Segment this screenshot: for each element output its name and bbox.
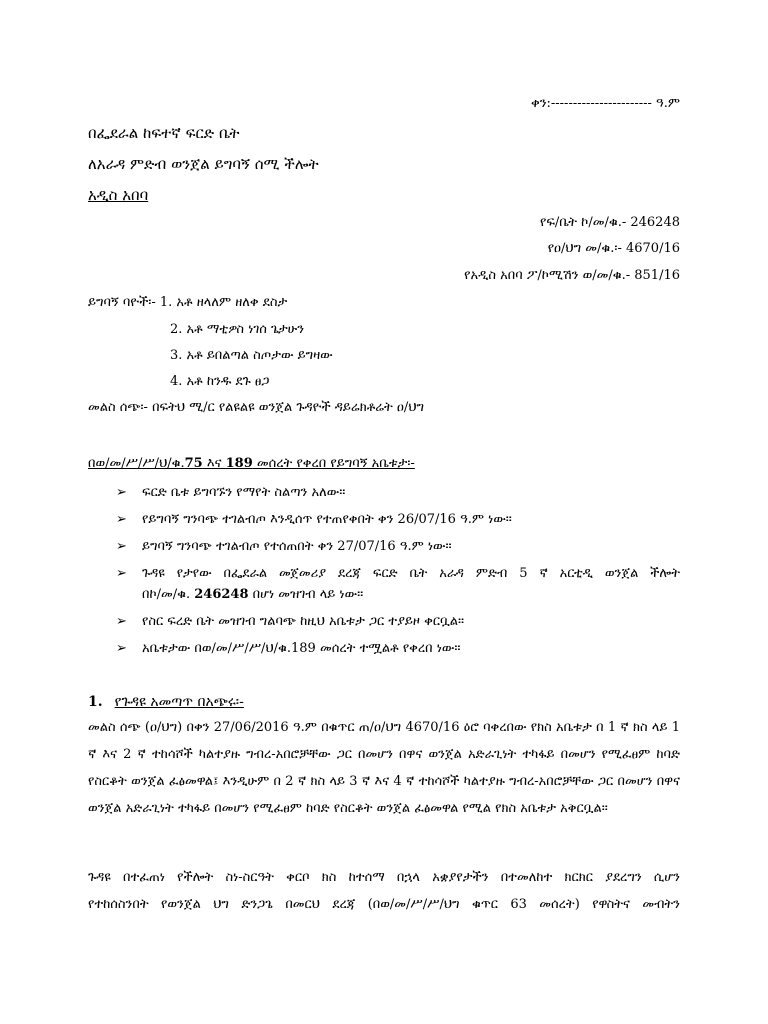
paragraph-2 <box>88 864 680 918</box>
appeal-heading-article-2: 189 <box>225 456 253 471</box>
appeal-heading <box>88 456 415 471</box>
bullet-text: ይግባኝ ግንባጭ ተገልብጦ የተሰጠበት ቀን 27/07/16 ዓ.ም ነው። <box>142 539 452 554</box>
case-number: 246248 <box>194 587 249 602</box>
court-city: አዲስ አበባ <box>88 186 149 204</box>
list-item <box>116 563 680 605</box>
section-title: የጉዳዩ አመጣጥ በአጭሩ፡- <box>114 694 244 710</box>
police-file-number: የአዲስ አበባ ፖ/ኮሚሽን ወ/መ/ቁ.- 851/16 <box>464 268 680 283</box>
appellant-2: 2. አቶ ማቲዎስ ነገሰ ጌታሁን <box>170 322 305 337</box>
bullet-list <box>116 482 680 665</box>
appellant-1: ይግባኝ ባዮች፡- 1. አቶ ዘላለም ዘለቀ ደስታ <box>88 295 288 310</box>
arrow-bullet-icon: ➢ <box>116 512 127 527</box>
appeal-heading-post: መሰረት የቀረበ የይግባኝ አቤቱታ፡- <box>252 456 415 471</box>
bullet-text: ፍርድ ቤቱ ይግባኙን የማየት ስልጣን አለው። <box>142 485 346 500</box>
appeal-heading-pre: በወ/መ/ሥ/ሥ/ህ/ቁ. <box>88 456 185 471</box>
paragraph-2-line-2: የተከሰስንበት የወንጀል ህግ ድንጋጌ በመርህ ደረጃ (በወ/መ/ሥ/ሥ/ህግ ቁጥር 63 መሰረት) የዋስትና መብትን <box>88 897 680 912</box>
court-file-number: የፍ/ቤት ኮ/መ/ቁ.- 246248 <box>539 215 680 230</box>
appeal-heading-mid: እና <box>202 456 226 471</box>
arrow-bullet-icon: ➢ <box>116 641 127 656</box>
prosecutor-file-number: የዐ/ህግ መ/ቁ.፡- 4670/16 <box>547 241 680 256</box>
bullet-text-continued <box>142 584 680 605</box>
paragraph-2-line-1: ጉዳዩ በተፈጠነ የችሎት ስነ-ስርዓት ቀርቦ ክስ ከተሰማ በኋላ አቋያየታችን በተመለከተ ክርክር ያደረግን ሲሆን <box>88 870 680 885</box>
list-item <box>116 536 680 557</box>
bullet-text: የይግባኝ ግንባጭ ተገልብጦ እንዲሰጥ የተጠየቀበት ቀን 26/07/16 ዓ.ም ነው። <box>142 512 512 527</box>
appeal-heading-article-1: 75 <box>184 456 203 471</box>
list-item <box>116 509 680 530</box>
appellant-4: 4. አቶ ከንዱ ደጉ ፀጋ <box>170 374 270 389</box>
arrow-bullet-icon: ➢ <box>116 614 127 629</box>
court-bench: ለአራዳ ምድብ ወንጀል ይግባኝ ሰሚ ችሎት <box>88 155 319 173</box>
list-item <box>116 638 680 659</box>
arrow-bullet-icon: ➢ <box>116 566 127 581</box>
list-item <box>116 482 680 503</box>
bullet-text: የስር ፍረድ ቤት መዝገብ ግልባጭ ከዚህ አቤቱታ ጋር ተያይዞ ቀርቧል። <box>142 614 465 629</box>
section-heading <box>88 694 244 710</box>
bullet-text: ጉዳዩ የታየው በፌደራል መጀመሪያ ደረጃ ፍርድ ቤት አራዳ ምድብ 5 ኛ አርቲዲ ወንጀል ችሎት <box>142 566 680 581</box>
respondent: መልስ ሰጭ፡- በፍትህ ሚ/ር የልዩልዩ ወንጀል ጉዳዮች ዳይሬክቶሬት ዐ/ህግ <box>88 400 425 415</box>
bullet-text-post: በሆነ መዝገብ ላይ ነው። <box>248 587 364 602</box>
arrow-bullet-icon: ➢ <box>116 539 127 554</box>
date-line: ቀን:----------------------- ዓ.ም <box>530 96 680 111</box>
bullet-text-pre: በኮ/መ/ቁ. <box>142 587 195 602</box>
appellant-3: 3. አቶ ይበልጣል ስጦታው ይግዛው <box>170 348 333 363</box>
bullet-text: አቤቱታው በወ/መ/ሥ/ሥ/ህ/ቁ.189 መሰረት ተሟልቶ የቀረበ ነው። <box>142 641 461 656</box>
list-item <box>116 611 680 632</box>
section-number: 1. <box>88 694 103 710</box>
arrow-bullet-icon: ➢ <box>116 485 127 500</box>
court-name: በፌደራል ከፍተኛ ፍርድ ቤት <box>88 124 240 142</box>
paragraph-1: መልስ ሰጭ (ዐ/ህግ) በቀን 27/06/2016 ዓ.ም በቁጥር ጠ/ዐ/ህግ 4670/16 ዕሮ ባቀረበው የክስ አቤቱታ በ 1 ኛ ክስ ላይ 1 ኛ እና 2 ኛ ተከሳሾች ካልተያዙ ግብረ-አበሮቻቸው ጋር በመሆን በዋና ወንጀል አድራጊነት ተካፋይ በመሆን የሚፈፀም ከባድ የስርቆት ወንጀል ፈፅመዋል፤ እንዲሁም በ 2 ኛ ክስ ላይ 3 ኛ እና 4 ኛ ተከሳሾች ካልተያዙ ግብረ-አበሮቻቸው ጋር በመሆን በዋና ወንጀል አድራጊነት ተካፋይ በመሆን የሚፈፀም ከባድ የስርቆት ወንጀል ፈፅመዋል የሚል የክስ አቤቱታ አቅርቧል። <box>88 720 680 816</box>
